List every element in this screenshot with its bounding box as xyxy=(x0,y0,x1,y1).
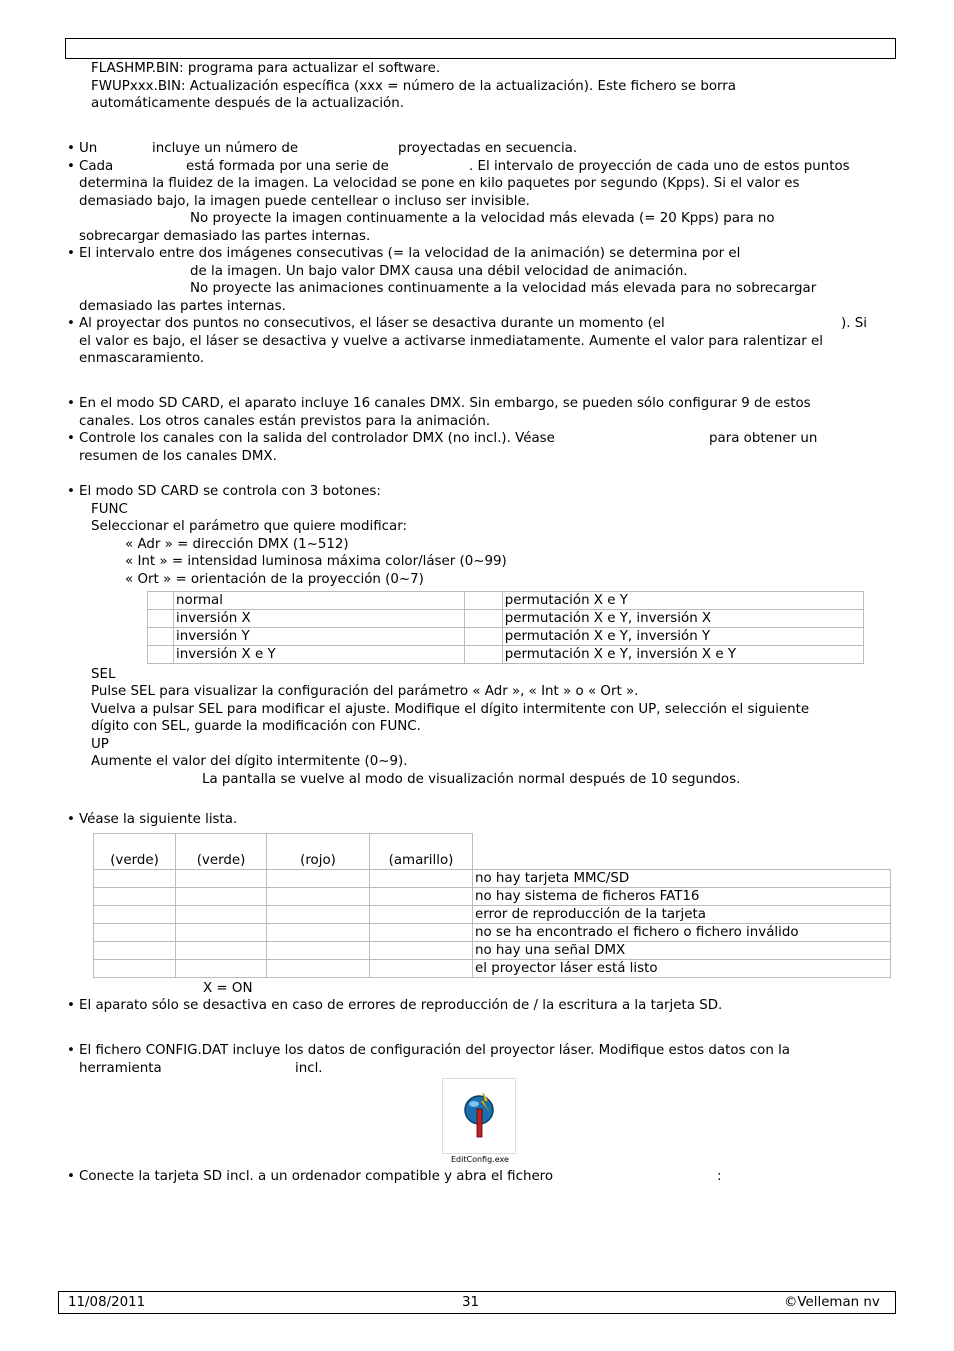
led-cell xyxy=(267,888,370,906)
text: El modo SD CARD se controla con 3 botones: xyxy=(79,484,381,499)
led-cell xyxy=(176,924,267,942)
text: No proyecte la imagen continuamente a la velocidad más elevada (= 20 Kpps) para no xyxy=(190,211,775,226)
text: Controle los canales con la salida del controlador DMX (no incl.). Véase xyxy=(79,431,555,446)
anim-bullet-3 xyxy=(79,245,740,263)
ort-item: « Ort » = orientación de la proyección (0~7) xyxy=(125,572,424,587)
text: determina la fluidez de la imagen. La velocidad se pone en kilo paquetes por segundo (Kpps). Si el valor es xyxy=(79,176,800,191)
led-status-table xyxy=(93,833,891,978)
status-description: no se ha encontrado el fichero o fichero inválido xyxy=(473,924,891,942)
sd-bullet-3 xyxy=(79,483,381,501)
orientation-row xyxy=(148,610,864,628)
led-cell xyxy=(370,924,473,942)
up-label: UP xyxy=(91,737,109,752)
text: Véase la siguiente lista. xyxy=(79,812,238,827)
footer-copyright: ©Velleman nv xyxy=(784,1295,880,1310)
editconfig-icon-graphic xyxy=(443,1079,515,1153)
led-cell xyxy=(94,888,176,906)
text: : xyxy=(717,1169,722,1184)
text: de la imagen. Un bajo valor DMX causa una débil velocidad de animación. xyxy=(190,264,688,279)
orientation-table xyxy=(147,591,864,664)
orientation-cell xyxy=(148,628,174,646)
status-row xyxy=(94,906,891,924)
text: El aparato sólo se desactiva en caso de errores de reproducción de / la escritura a la tarjeta SD. xyxy=(79,998,723,1013)
text: sobrecargar demasiado las partes internas. xyxy=(79,229,371,244)
orientation-cell: inversión X e Y xyxy=(174,646,465,664)
header-box xyxy=(65,38,896,59)
text: incluye un número de xyxy=(152,141,299,156)
orientation-cell xyxy=(148,646,174,664)
text: canales. Los otros canales están previstos para la animación. xyxy=(79,414,491,429)
status-description: no hay sistema de ficheros FAT16 xyxy=(473,888,891,906)
errors-bullet-2 xyxy=(79,997,722,1015)
status-description: el proyector láser está listo xyxy=(473,960,891,978)
led-cell xyxy=(94,960,176,978)
led-cell xyxy=(370,960,473,978)
led-cell xyxy=(370,870,473,888)
text: Cada xyxy=(79,159,114,174)
orientation-cell: inversión Y xyxy=(174,628,465,646)
led-cell xyxy=(267,924,370,942)
led-cell xyxy=(94,906,176,924)
led-header: (rojo) xyxy=(267,834,370,870)
led-cell xyxy=(370,888,473,906)
led-cell xyxy=(176,906,267,924)
adr-item: « Adr » = dirección DMX (1~512) xyxy=(125,537,349,552)
text: El fichero CONFIG.DAT incluye los datos de configuración del proyector láser. Modifique estos datos con la xyxy=(79,1043,791,1058)
text: El intervalo entre dos imágenes consecutivas (= la velocidad de la animación) se determina por el xyxy=(79,246,741,261)
orientation-cell: permutación X e Y, inversión X e Y xyxy=(502,646,863,664)
led-cell xyxy=(267,870,370,888)
orientation-cell: permutación X e Y xyxy=(502,592,863,610)
orientation-row xyxy=(148,592,864,610)
sd-bullet-1 xyxy=(79,395,811,413)
status-row xyxy=(94,870,891,888)
config-bullet-2 xyxy=(79,1168,553,1186)
text: Al proyectar dos puntos no consecutivos, el láser se desactiva durante un momento (el xyxy=(79,316,665,331)
text: ). Si xyxy=(841,316,867,331)
text: proyectadas en secuencia. xyxy=(398,141,578,156)
text: el valor es bajo, el láser se desactiva y vuelve a activarse inmediatamente. Aumente el valor para ralentizar el xyxy=(79,334,824,349)
led-cell xyxy=(176,870,267,888)
text: En el modo SD CARD, el aparato incluye 16 canales DMX. Sin embargo, se pueden sólo configurar 9 de estos xyxy=(79,396,811,411)
text: demasiado bajo, la imagen puede centellear o incluso ser invisible. xyxy=(79,194,530,209)
led-cell xyxy=(267,960,370,978)
status-row xyxy=(94,942,891,960)
status-description: no hay una señal DMX xyxy=(473,942,891,960)
status-row xyxy=(94,924,891,942)
status-row xyxy=(94,960,891,978)
led-cell xyxy=(176,942,267,960)
file-fwup-line1: FWUPxxx.BIN: Actualización específica (xxx = número de la actualización). Este fichero se borra xyxy=(91,79,737,94)
led-header: (verde) xyxy=(176,834,267,870)
footer-page: 31 xyxy=(462,1295,480,1310)
text: Un xyxy=(79,141,98,156)
sel-label: SEL xyxy=(91,667,116,682)
note-text: La pantalla se vuelve al modo de visualización normal después de 10 segundos. xyxy=(202,772,741,787)
orientation-row xyxy=(148,628,864,646)
text: Pulse SEL para visualizar la configuración del parámetro « Adr », « Int » o « Ort ». xyxy=(91,684,639,699)
led-cell xyxy=(94,870,176,888)
orientation-cell xyxy=(465,646,502,664)
text: enmascaramiento. xyxy=(79,351,205,366)
text: está formada por una serie de xyxy=(186,159,389,174)
func-label: FUNC xyxy=(91,502,128,517)
text: dígito con SEL, guarde la modificación con FUNC. xyxy=(91,719,421,734)
text: para obtener un xyxy=(709,431,818,446)
led-header: (verde) xyxy=(94,834,176,870)
orientation-row xyxy=(148,646,864,664)
anim-bullet-2 xyxy=(79,158,113,176)
text: . El intervalo de proyección de cada uno de estos puntos xyxy=(469,159,850,174)
editconfig-icon[interactable] xyxy=(442,1078,516,1154)
status-description: no hay tarjeta MMC/SD xyxy=(473,870,891,888)
orientation-cell xyxy=(148,592,174,610)
led-cell xyxy=(176,960,267,978)
orientation-cell: normal xyxy=(174,592,465,610)
legend-text: X = ON xyxy=(203,981,253,996)
sd-bullet-2 xyxy=(79,430,555,448)
status-row xyxy=(94,888,891,906)
orientation-cell xyxy=(465,610,502,628)
status-header xyxy=(473,834,891,870)
led-header: (amarillo) xyxy=(370,834,473,870)
text: Vuelva a pulsar SEL para modificar el ajuste. Modifique el dígito intermitente con UP, selección el siguiente xyxy=(91,702,810,717)
led-cell xyxy=(94,924,176,942)
orientation-cell xyxy=(465,592,502,610)
led-cell xyxy=(176,888,267,906)
text: resumen de los canales DMX. xyxy=(79,449,277,464)
led-cell xyxy=(267,942,370,960)
int-item: « Int » = intensidad luminosa máxima color/láser (0~99) xyxy=(125,554,507,569)
led-cell xyxy=(267,906,370,924)
file-fwup-line2: automáticamente después de la actualización. xyxy=(91,96,404,111)
errors-bullet-1 xyxy=(79,811,237,829)
text: No proyecte las animaciones continuamente a la velocidad más elevada para no sobrecargar xyxy=(190,281,817,296)
orientation-cell xyxy=(465,628,502,646)
anim-bullet-4 xyxy=(79,315,665,333)
led-cell xyxy=(94,942,176,960)
text: Aumente el valor del dígito intermitente (0~9). xyxy=(91,754,408,769)
orientation-cell: permutación X e Y, inversión X xyxy=(502,610,863,628)
config-bullet-1 xyxy=(79,1042,790,1060)
func-desc: Seleccionar el parámetro que quiere modificar: xyxy=(91,519,407,534)
status-description: error de reproducción de la tarjeta xyxy=(473,906,891,924)
led-cell xyxy=(370,942,473,960)
text: demasiado las partes internas. xyxy=(79,299,286,314)
orientation-cell: inversión X xyxy=(174,610,465,628)
led-cell xyxy=(370,906,473,924)
orientation-cell xyxy=(148,610,174,628)
orientation-cell: permutación X e Y, inversión Y xyxy=(502,628,863,646)
anim-bullet-1 xyxy=(79,140,97,158)
icon-caption: EditConfig.exe xyxy=(451,1155,509,1164)
text: Conecte la tarjeta SD incl. a un ordenador compatible y abra el fichero xyxy=(79,1169,554,1184)
text: incl. xyxy=(295,1061,323,1076)
file-flashmp: FLASHMP.BIN: programa para actualizar el software. xyxy=(91,61,441,76)
text: herramienta xyxy=(79,1061,162,1076)
footer-date: 11/08/2011 xyxy=(68,1295,146,1310)
